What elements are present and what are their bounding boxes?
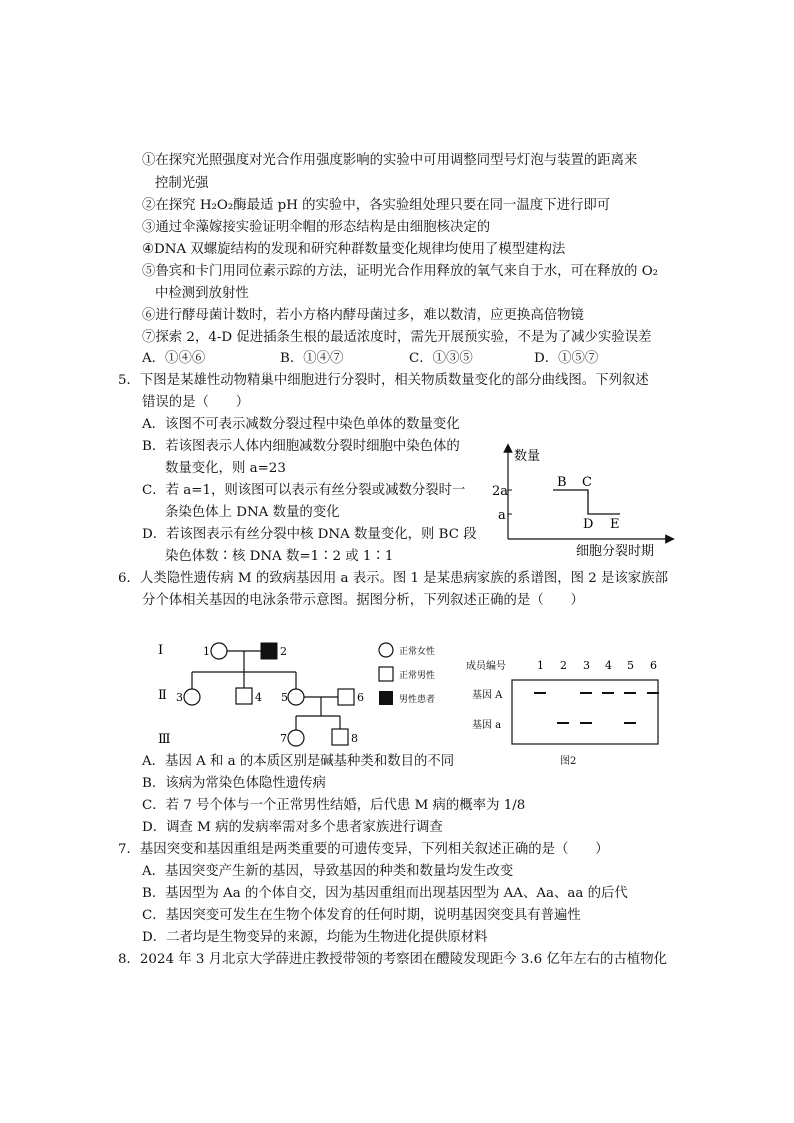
individual-3 <box>184 689 200 705</box>
q6-option-b[interactable]: B．该病为常染色体隐性遗传病 <box>142 776 326 791</box>
member-5: 5 <box>627 659 634 672</box>
generation-II: Ⅱ <box>158 688 167 703</box>
member-6: 6 <box>650 659 657 672</box>
row-label-a: 基因 a <box>472 720 502 731</box>
point-c: C <box>582 475 592 490</box>
legend-male-label: 正常男性 <box>399 671 436 681</box>
legend-patient-label: 男性患者 <box>399 695 436 705</box>
point-e: E <box>610 517 620 532</box>
q6-option-a[interactable]: A．基因 A 和 a 的本质区别是碱基种类和数目的不同 <box>142 754 455 769</box>
individual-2 <box>261 643 277 659</box>
q4-option-d[interactable]: D．①⑤⑦ <box>534 351 599 366</box>
individual-4 <box>236 688 252 704</box>
q4-option-a[interactable]: A．①④⑥ <box>142 351 206 366</box>
q4-options <box>142 349 702 369</box>
row-label-A: 基因 A <box>472 690 503 701</box>
q6-stem-cont: 分个体相关基因的电泳条带示意图。据图分析，下列叙述正确的是（ ） <box>142 593 584 608</box>
q4-item-4: ④DNA 双螺旋结构的发现和研究种群数量变化规律均使用了模型建构法 <box>142 242 566 257</box>
individual-1 <box>211 643 227 659</box>
tick-a: a <box>498 508 506 523</box>
step-curve <box>553 490 620 514</box>
point-d: D <box>583 517 594 532</box>
point-b: B <box>557 475 567 490</box>
generation-III: Ⅲ <box>158 732 171 747</box>
q4-item-2: ②在探究 H₂O₂酶最适 pH 的实验中，各实验组处理只要在同一温度下进行即可 <box>142 198 611 213</box>
x-axis-label: 细胞分裂时期 <box>576 544 655 559</box>
label-4: 4 <box>255 691 262 704</box>
member-4: 4 <box>605 659 612 672</box>
q4-item-1-cont: 控制光强 <box>155 176 209 191</box>
label-2: 2 <box>280 645 287 658</box>
q5-option-b[interactable]: B．若该图表示人体内细胞减数分裂时细胞中染色体的 <box>142 439 460 454</box>
q5-option-a[interactable]: A．该图不可表示减数分裂过程中染色单体的数量变化 <box>142 417 460 432</box>
q6-option-d[interactable]: D．调查 M 病的发病率需对多个患者家族进行调查 <box>142 820 443 835</box>
q4-item-3: ③通过伞藻嫁接实验证明伞帽的形态结构是由细胞核决定的 <box>142 220 491 235</box>
q7-option-a[interactable]: A．基因突变产生新的基因，导致基因的种类和数量均发生改变 <box>142 864 514 879</box>
member-1: 1 <box>537 659 544 672</box>
q6-option-c[interactable]: C．若 7 号个体与一个正常男性结婚，后代患 M 病的概率为 1/8 <box>142 798 526 813</box>
label-1: 1 <box>203 645 210 658</box>
q5-option-d[interactable]: D．若该图表示有丝分裂中核 DNA 数量变化，则 BC 段 <box>142 527 477 542</box>
q7-option-c[interactable]: C．基因突变可发生在生物个体发育的任何时期，说明基因突变具有普遍性 <box>142 908 581 923</box>
q5-stem: 5．下图是某雄性动物精巢中细胞进行分裂时，相关物质数量变化的部分曲线图。下列叙述 <box>118 373 649 388</box>
q5-option-d-cont: 染色体数∶核 DNA 数=1∶2 或 1∶1 <box>165 549 394 564</box>
gel-frame <box>512 680 658 744</box>
individual-7 <box>288 730 304 746</box>
generation-I: Ⅰ <box>158 643 164 658</box>
q7-option-b[interactable]: B．基因型为 Aa 的个体自交，因为基因重组而出现基因型为 AA、Aa、aa 的后代 <box>142 886 628 901</box>
q6-stem: 6．人类隐性遗传病 M 的致病基因用 a 表示。图 1 是某患病家族的系谱图，图 2 是该家族部 <box>118 571 668 586</box>
fig2-caption: 图2 <box>560 756 577 767</box>
pedigree-chart <box>150 630 450 750</box>
q7-stem: 7．基因突变和基因重组是两类重要的可遗传变异，下列相关叙述正确的是（ ） <box>118 842 609 857</box>
q4-item-6: ⑥进行酵母菌计数时，若小方格内酵母菌过多，难以数清，应更换高倍物镜 <box>142 308 584 323</box>
q4-option-b[interactable]: B．①④⑦ <box>280 351 344 366</box>
legend-patient-symbol <box>379 691 393 705</box>
q5-step-graph <box>490 442 676 562</box>
q5-option-c-cont: 条染色体上 DNA 数量的变化 <box>165 505 340 520</box>
label-5: 5 <box>281 691 288 704</box>
q5-stem-cont: 错误的是（ ） <box>142 395 250 410</box>
legend-male-symbol <box>379 667 393 681</box>
q4-item-7: ⑦探索 2，4-D 促进插条生根的最适浓度时，需先开展预实验，不是为了减少实验误差 <box>142 330 652 345</box>
legend-female-symbol <box>379 643 393 657</box>
individual-6 <box>338 689 354 705</box>
y-axis-label: 数量 <box>514 449 541 464</box>
label-3: 3 <box>176 691 183 704</box>
q4-item-1: ①在探究光照强度对光合作用强度影响的实验中可用调整同型号灯泡与装置的距离来 <box>142 153 638 168</box>
q5-option-b-cont: 数量变化，则 a=23 <box>165 461 286 476</box>
label-7: 7 <box>280 732 287 745</box>
label-6: 6 <box>357 691 364 704</box>
tick-2a: 2a <box>492 484 509 499</box>
q5-option-c[interactable]: C．若 a=1，则该图可以表示有丝分裂或减数分裂时一 <box>142 483 466 498</box>
q4-option-c[interactable]: C．①③⑤ <box>409 351 473 366</box>
q4-item-5-cont: 中检测到放射性 <box>155 286 249 301</box>
individual-5 <box>288 689 304 705</box>
legend-female-label: 正常女性 <box>399 647 436 657</box>
member-2: 2 <box>560 659 567 672</box>
label-8: 8 <box>351 732 358 745</box>
q7-option-d[interactable]: D．二者均是生物变异的来源，均能为生物进化提供原材料 <box>142 930 488 945</box>
member-3: 3 <box>583 659 590 672</box>
gel-header: 成员编号 <box>466 661 506 672</box>
q8-stem: 8．2024 年 3 月北京大学薛进庄教授带领的考察团在醴陵发现距今 3.6 亿年左右的古植物化 <box>118 952 667 967</box>
individual-8 <box>332 729 348 745</box>
q4-item-5: ⑤鲁宾和卡门用同位素示踪的方法，证明光合作用释放的氧气来自于水，可在释放的 O₂ <box>142 264 659 279</box>
